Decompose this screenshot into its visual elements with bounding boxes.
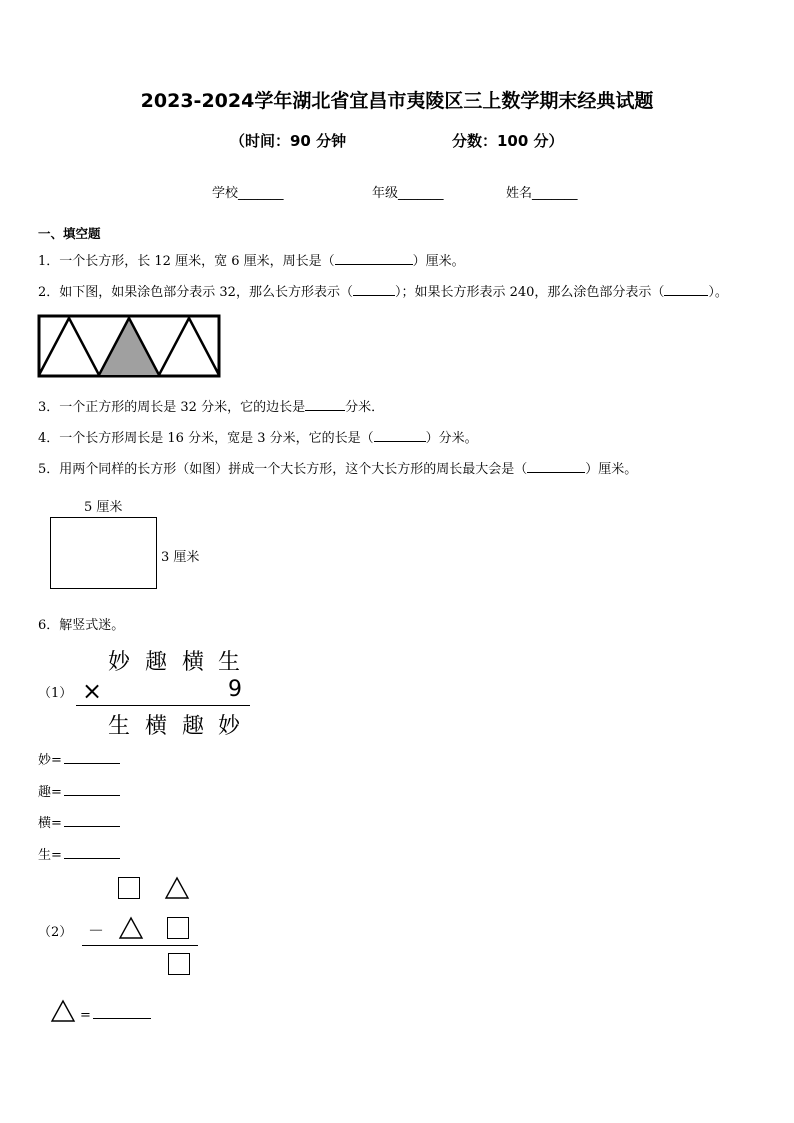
question-2-text-b: ）；如果长方形表示 240，那么涂色部分表示（ [394, 285, 665, 300]
question-2-text-a: 2．如下图，如果涂色部分表示 32，那么长方形表示（ [38, 285, 353, 300]
triangle-answer-blank [93, 1006, 151, 1019]
answer-blank-1 [64, 751, 120, 764]
exam-score: 分数：100 分） [452, 132, 564, 150]
rectangle-figure [50, 517, 157, 589]
question-3-text: 3．一个正方形的周长是 32 分米，它的边长是 [38, 400, 306, 415]
answer-label-3: 横= [38, 816, 62, 831]
bottom-digit-2: 横 [145, 714, 168, 739]
answer-label-1: 妙= [38, 753, 62, 768]
answer-label-2: 趣= [38, 785, 62, 800]
minus-sign: － [88, 921, 105, 940]
answer-row [38, 781, 120, 800]
top-digit-2: 趣 [145, 650, 168, 675]
question-4 [38, 427, 478, 446]
question-3-blank [305, 398, 345, 411]
triangle-answer-label: = [80, 1008, 91, 1023]
question-2-text-c: ）。 [708, 285, 728, 300]
product-line [76, 705, 250, 706]
page-title: 2023-2024学年湖北省宜昌市夷陵区三上数学期末经典试题 [140, 90, 654, 112]
answer-blank-3 [64, 814, 120, 827]
answer-row [38, 749, 120, 768]
section-title: 一、填空题 [38, 226, 101, 241]
question-5-text: 5．用两个同样的长方形（如图）拼成一个大长方形，这个大长方形的周长最大会是（ [38, 462, 528, 477]
question-5 [38, 458, 637, 477]
times-sign: × [82, 677, 103, 705]
part-1-label: （1） [38, 686, 73, 701]
triangle-rectangle-figure [37, 314, 221, 378]
square-icon [168, 953, 190, 975]
question-1-blank [335, 252, 413, 265]
question-2 [38, 281, 728, 300]
question-2-blank-1 [353, 283, 395, 296]
school-field: 学校_______ [212, 186, 284, 201]
question-5-blank [527, 460, 585, 473]
width-label: 5 厘米 [84, 500, 123, 515]
question-3 [38, 396, 384, 415]
answer-label-4: 生= [38, 848, 62, 863]
exam-time: （时间：90 分钟 [230, 132, 347, 150]
top-digit-4: 生 [218, 650, 241, 675]
question-4-suffix: ）分米。 [425, 431, 478, 446]
answer-blank-4 [64, 846, 120, 859]
square-icon [118, 877, 140, 899]
question-1-suffix: ）厘米。 [412, 254, 465, 269]
top-digit-3: 横 [182, 650, 205, 675]
question-4-text: 4．一个长方形周长是 16 分米，宽是 3 分米，它的长是（ [38, 431, 374, 446]
triangle-icon [118, 916, 144, 940]
answer-blank-2 [64, 783, 120, 796]
triangle-icon [50, 999, 76, 1023]
bottom-digit-3: 趣 [182, 714, 205, 739]
question-5-suffix: ）厘米。 [585, 462, 638, 477]
difference-line [82, 945, 198, 946]
question-1 [38, 250, 465, 269]
answer-row [38, 812, 120, 831]
question-6: 6．解竖式迷。 [38, 618, 125, 633]
height-label: 3 厘米 [161, 550, 200, 565]
top-digit-1: 妙 [108, 650, 131, 675]
square-icon [167, 917, 189, 939]
multiplier-digit: 9 [228, 677, 242, 702]
triangle-icon [164, 876, 190, 900]
question-3-suffix: 分米． [345, 400, 385, 415]
name-field: 姓名_______ [506, 186, 578, 201]
part-2-label: （2） [38, 925, 73, 940]
question-2-blank-2 [664, 283, 708, 296]
grade-field: 年级_______ [372, 186, 444, 201]
bottom-digit-4: 妙 [218, 714, 241, 739]
question-1-text: 1．一个长方形，长 12 厘米，宽 6 厘米，周长是（ [38, 254, 335, 269]
bottom-digit-1: 生 [108, 714, 131, 739]
answer-row [38, 844, 120, 863]
triangle-answer [80, 1006, 151, 1023]
question-4-blank [374, 429, 426, 442]
